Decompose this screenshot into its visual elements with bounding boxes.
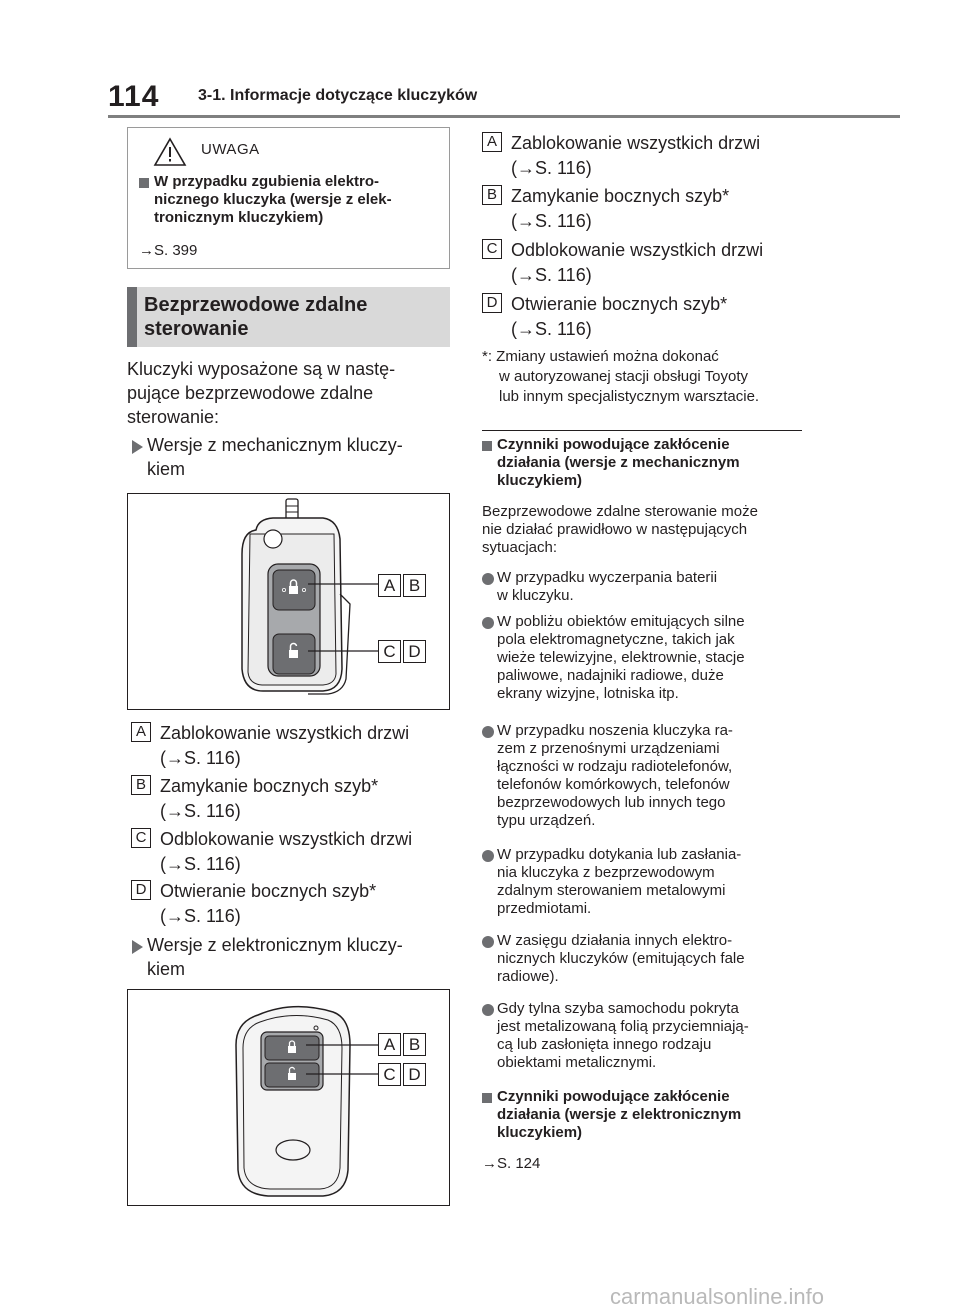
round-bullet-icon — [482, 726, 494, 738]
round-bullet-icon — [482, 573, 494, 585]
square-bullet-icon — [139, 178, 149, 188]
warning-heading: W przypadku zgubienia elektro-nicznego kluczyka (wersje z elek-tronicznym kluczykiem) — [154, 173, 392, 226]
square-bullet-icon — [482, 441, 492, 451]
mechanical-key-illustration — [128, 494, 449, 709]
interference-bullet: W zasięgu działania innych elektro- nicznych kluczyków (emitujących fale radiowe). — [497, 932, 745, 985]
callout-cd: C D — [378, 640, 426, 663]
section-title: 3-1. Informacje dotyczące kluczyków — [198, 87, 478, 104]
round-bullet-icon — [482, 617, 494, 629]
triangle-bullet-icon — [132, 940, 143, 954]
footnote: *: Zmiany ustawień można dokonać w autoryzowanej stacji obsługi Toyoty lub innym specjalistycznym warsztacie. — [482, 348, 760, 405]
square-bullet-icon — [482, 1093, 492, 1103]
warning-title: UWAGA — [201, 141, 260, 158]
triangle-bullet-icon — [132, 440, 143, 454]
section-band — [127, 287, 450, 347]
warning-triangle-icon — [153, 137, 187, 167]
band-title: Bezprzewodowe zdalne sterowanie — [144, 294, 368, 340]
round-bullet-icon — [482, 1004, 494, 1016]
divider — [482, 430, 802, 431]
callout-ab: A B — [378, 1033, 426, 1056]
callout-cd: C D — [378, 1063, 426, 1086]
interference-mech-heading: Czynniki powodujące zakłócenie działania (wersje z mechanicznym kluczykiem) — [497, 436, 740, 489]
electronic-key-illustration — [128, 990, 449, 1205]
callout-ab: A B — [378, 574, 426, 597]
warning-box — [127, 127, 450, 269]
interference-bullet: W przypadku wyczerpania baterii w kluczyku. — [497, 569, 718, 604]
electronic-key-heading: Wersje z elektronicznym kluczy- kiem — [147, 935, 403, 979]
interference-bullet: Gdy tylna szyba samochodu pokryta jest metalizowaną folią przyciemniają- cą lub zasłonięta innego rodzaju obiektami metalicznymi. — [497, 1000, 749, 1071]
mechanical-key-heading: Wersje z mechanicznym kluczy- kiem — [147, 435, 403, 479]
intro-paragraph: Kluczyki wyposażone są w nastę- pujące bezprzewodowe zdalne sterowanie: — [127, 359, 396, 427]
warning-header — [128, 128, 449, 172]
band-accent-bar — [127, 287, 137, 347]
header-rule — [108, 115, 900, 118]
interference-elec-ref: →S. 124 — [482, 1155, 541, 1172]
interference-mech-intro: Bezprzewodowe zdalne sterowanie może nie działać prawidłowo w następujących sytuacjach: — [482, 503, 758, 556]
electronic-key-figure — [127, 989, 450, 1206]
interference-bullet: W pobliżu obiektów emitujących silne pola elektromagnetyczne, takich jak wieże telewizyjne, elektrownie, stacje paliwowe, nadajniki radiowe, duże ekrany wizyjne, lotniska itp. — [497, 613, 745, 702]
round-bullet-icon — [482, 850, 494, 862]
interference-elec-heading: Czynniki powodujące zakłócenie działania (wersje z elektronicznym kluczykiem) — [497, 1088, 742, 1141]
warning-page-ref: →S. 399 — [139, 242, 198, 259]
mechanical-key-figure — [127, 493, 450, 710]
interference-bullet: W przypadku dotykania lub zasłania- nia kluczyka z bezprzewodowym zdalnym sterowaniem metalowymi przedmiotami. — [497, 846, 742, 917]
watermark: carmanualsonline.info — [610, 1284, 825, 1309]
page-number: 114 — [108, 80, 160, 113]
round-bullet-icon — [482, 936, 494, 948]
interference-bullet: W przypadku noszenia kluczyka ra- zem z przenośnymi urządzeniami łączności w rodzaju radiotelefonów, telefonów komórkowych, telefonów bezprzewodowych lub innych tego typu urządzeń. — [497, 722, 733, 829]
